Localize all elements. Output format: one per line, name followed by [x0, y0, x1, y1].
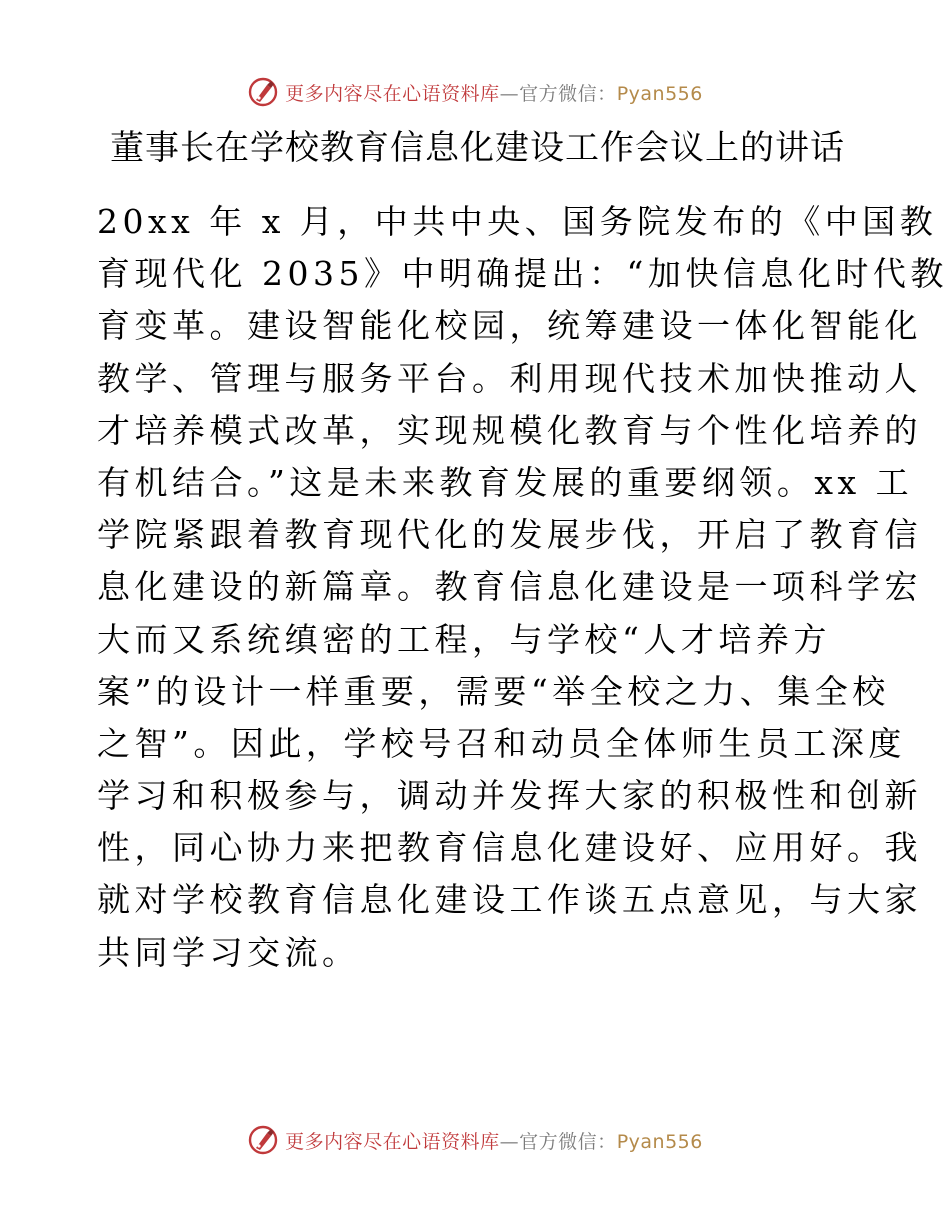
watermark-wechat-label: 官方微信： — [519, 1130, 617, 1153]
watermark-dash: — — [499, 1130, 520, 1153]
body-line: 学习和积极参与，调动并发挥大家的积极性和创新 — [97, 776, 922, 816]
pen-nib-logo-icon — [247, 1124, 279, 1156]
body-line: 20xx 年 x 月，中共中央、国务院发布的《中国教 — [97, 202, 938, 241]
pen-nib-logo-icon — [247, 76, 279, 108]
body-line: 之智”。因此，学校号召和动员全体师生员工深度 — [97, 723, 906, 763]
watermark-dash: — — [499, 82, 520, 105]
body-line: 学院紧跟着教育现代化的发展步伐，开启了教育信 — [97, 515, 922, 555]
body-line: 性，同心协力来把教育信息化建设好、应用好。我 — [97, 828, 922, 868]
body-line: 教学、管理与服务平台。利用现代技术加快推动人 — [97, 358, 922, 398]
body-line: 才培养模式改革，实现规模化教育与个性化培养的 — [97, 410, 922, 450]
watermark-text — [285, 1127, 703, 1154]
watermark-wechat-id: Pyan556 — [616, 1130, 703, 1153]
watermark-text — [285, 79, 703, 106]
document-title: 董事长在学校教育信息化建设工作会议上的讲话 — [110, 128, 845, 168]
watermark-wechat-id: Pyan556 — [616, 82, 703, 105]
header-watermark — [0, 72, 950, 112]
body-line: 息化建设的新篇章。教育信息化建设是一项科学宏 — [97, 567, 922, 607]
body-line: 有机结合。”这是未来教育发展的重要纲领。xx 工 — [97, 462, 914, 502]
footer-watermark — [0, 1120, 950, 1160]
watermark-site-name: 更多内容尽在心语资料库 — [285, 1130, 500, 1153]
body-line: 就对学校教育信息化建设工作谈五点意见，与大家 — [97, 880, 922, 920]
body-line: 育变革。建设智能化校园，统筹建设一体化智能化 — [97, 306, 922, 346]
watermark-site-name: 更多内容尽在心语资料库 — [285, 82, 500, 105]
body-line: 育现代化 2035》中明确提出：“加快信息化时代教 — [97, 254, 948, 294]
document-body — [97, 196, 948, 979]
body-line: 案”的设计一样重要，需要“举全校之力、集全校 — [97, 671, 890, 711]
body-line: 大而又系统缜密的工程，与学校“人才培养方 — [97, 619, 831, 659]
body-line: 共同学习交流。 — [97, 932, 360, 972]
watermark-wechat-label: 官方微信： — [519, 82, 617, 105]
